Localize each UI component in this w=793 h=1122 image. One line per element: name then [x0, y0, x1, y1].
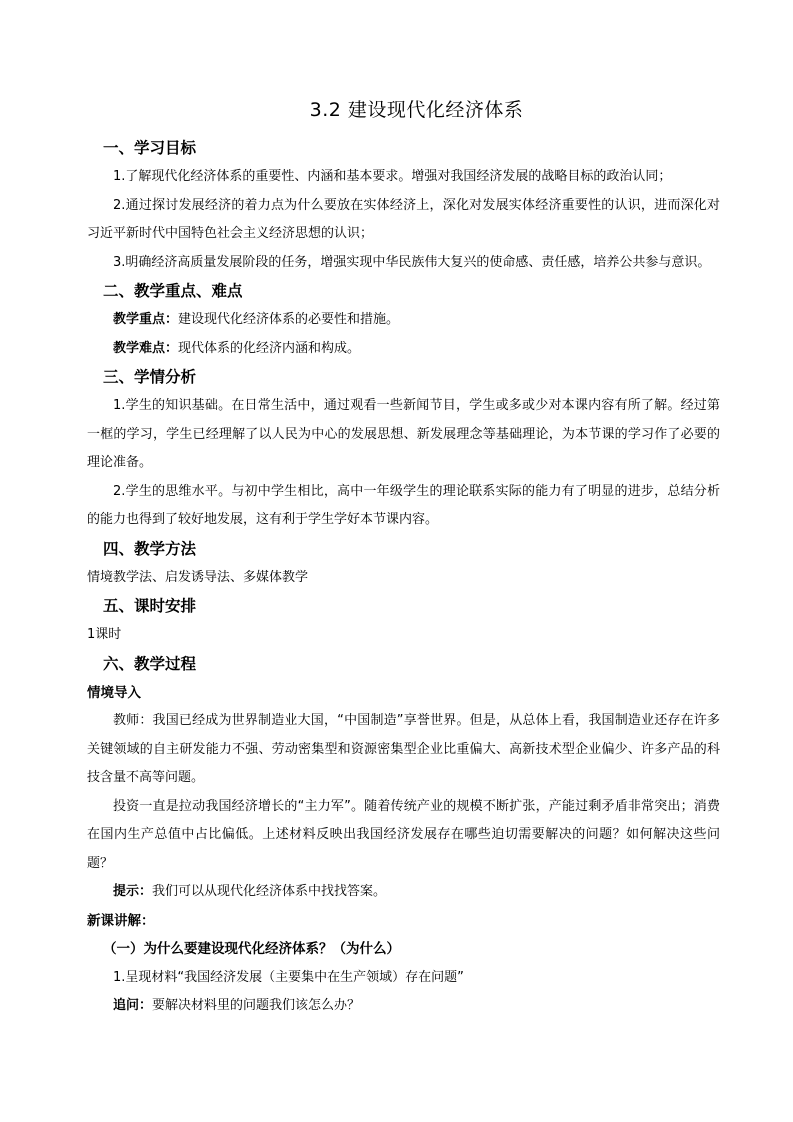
process-paragraph-1: 教师：我国已经成为世界制造业大国，“中国制造”享誉世界。但是，从总体上看，我国制造业还存在许多关键领域的自主研发能力不强、劳动密集型和资源密集型企业比重偏大、高新技术型企业偏少、许多产品的科技含量不高等问题。: [87, 713, 720, 785]
new-lesson-label: 新课讲解：: [87, 912, 155, 929]
difficulty-label: 教学难点：: [113, 340, 179, 356]
difficulty-text: 现代体系的化经济内涵和构成。: [178, 340, 361, 356]
goal-paragraph-1: 1.了解现代化经济体系的重要性、内涵和基本要求。增强对我国经济发展的战略目标的政治认同；: [113, 169, 672, 184]
section-heading-key-points: 二、教学重点、难点: [103, 282, 243, 300]
analysis-paragraph-1: 1.学生的知识基础。在日常生活中，通过观看一些新闻节目，学生或多或少对本课内容有所了解。经过第一框的学习，学生已经理解了以人民为中心的发展思想、新发展理念等基础理论，为本节课的学习作了必要的理论准备。: [87, 398, 720, 470]
hint-paragraph: [87, 878, 720, 907]
key-point-text: 建设现代化经济体系的必要性和措施。: [178, 312, 400, 327]
section-heading-student-analysis: 三、学情分析: [103, 368, 197, 386]
ask-label: 追问：: [113, 998, 153, 1013]
key-point-paragraph: [87, 306, 720, 335]
difficulty-paragraph: [87, 335, 720, 364]
key-point-label: 教学重点：: [113, 312, 179, 327]
document-title: 3.2 建设现代化经济体系: [309, 99, 524, 121]
goal-paragraph-2: 2.通过探讨发展经济的着力点为什么要放在实体经济上，深化对发展实体经济重要性的认识，进而深化对习近平新时代中国特色社会主义经济思想的认识；: [87, 197, 720, 241]
hint-text: 我们可以从现代化经济体系中找找答案。: [152, 884, 387, 899]
section-heading-teaching-methods: 四、教学方法: [103, 539, 197, 558]
goal-paragraph-3: 3.明确经济高质量发展阶段的任务，增强实现中华民族伟大复兴的使命感、责任感，培养公共参与意识。: [113, 254, 711, 270]
methods-text: 情境教学法、启发诱导法、多媒体教学: [87, 569, 309, 585]
process-paragraph-2: 投资一直是拉动我国经济增长的“主力军”。随着传统产业的规模不断扩张，产能过剩矛盾非常突出；消费在国内生产总值中占比偏低。上述材料反映出我国经济发展存在哪些迫切需要解决的问题？如何解决这些问题？: [87, 798, 720, 871]
material-item-1: 1.呈现材料“我国经济发展（主要集中在生产领域）存在问题”: [113, 969, 464, 985]
schedule-text: 1课时: [87, 627, 122, 642]
section-heading-learning-goals: 一、学习目标: [103, 139, 197, 157]
ask-paragraph: [87, 992, 720, 1021]
section-heading-teaching-process: 六、教学过程: [103, 654, 197, 673]
question-heading-1: （一）为什么要建设现代化经济体系？（为什么）: [103, 941, 400, 957]
document-body: [87, 134, 720, 1021]
section-heading-schedule: 五、课时安排: [103, 597, 197, 615]
intro-label: 情境导入: [87, 684, 141, 701]
ask-text: 要解决材料里的问题我们该怎么办？: [152, 998, 361, 1013]
analysis-paragraph-2: 2.学生的思维水平。与初中学生相比，高中一年级学生的理论联系实际的能力有了明显的进步，总结分析的能力也得到了较好地发展，这有利于学生学好本节课内容。: [87, 483, 720, 527]
hint-label: 提示：: [113, 884, 153, 899]
